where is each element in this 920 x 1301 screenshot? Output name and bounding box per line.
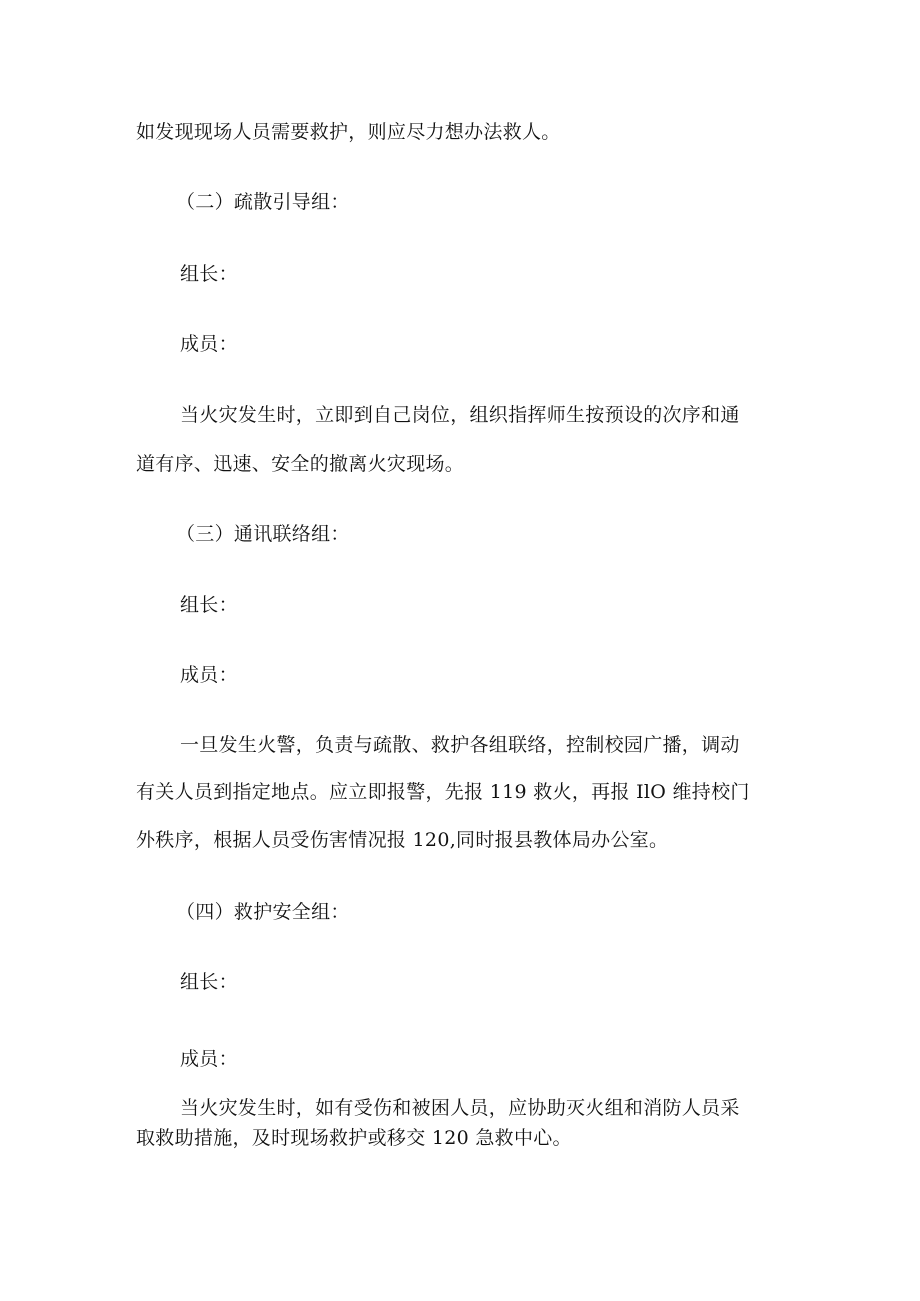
communication-leader-label: 组长： xyxy=(180,594,238,616)
evacuation-leader-label: 组长： xyxy=(180,263,238,285)
communication-duty-line-1: 一旦发生火警，负责与疏散、救护各组联络，控制校园广播，调动 xyxy=(180,734,740,756)
communication-members-label: 成员： xyxy=(180,664,238,686)
safety-duty-line-1: 当火灾发生时，如有受伤和被困人员，应协助灭火组和消防人员采 xyxy=(180,1097,740,1119)
heading-communication-group: （三）通讯联络组： xyxy=(176,523,350,545)
paragraph-rescue-end: 如发现现场人员需要救护，则应尽力想办法救人。 xyxy=(136,121,561,143)
safety-duty-line-2: 取救助措施，及时现场救护或移交 120 急救中心。 xyxy=(136,1127,572,1149)
heading-safety-group: （四）救护安全组： xyxy=(176,901,350,923)
evacuation-members-label: 成员： xyxy=(180,333,238,355)
communication-duty-line-3: 外秩序，根据人员受伤害情况报 120,同时报县教体局办公室。 xyxy=(136,829,669,851)
heading-evacuation-group: （二）疏散引导组： xyxy=(176,191,350,213)
evacuation-duty-line-2: 道有序、迅速、安全的撤离火灾现场。 xyxy=(136,453,465,475)
safety-members-label: 成员： xyxy=(180,1048,238,1070)
safety-leader-label: 组长： xyxy=(180,971,238,993)
communication-duty-line-2: 有关人员到指定地点。应立即报警，先报 119 救火，再报 IlO 维持校门 xyxy=(136,781,750,803)
evacuation-duty-line-1: 当火灾发生时，立即到自己岗位，组织指挥师生按预设的次序和通 xyxy=(180,404,740,426)
